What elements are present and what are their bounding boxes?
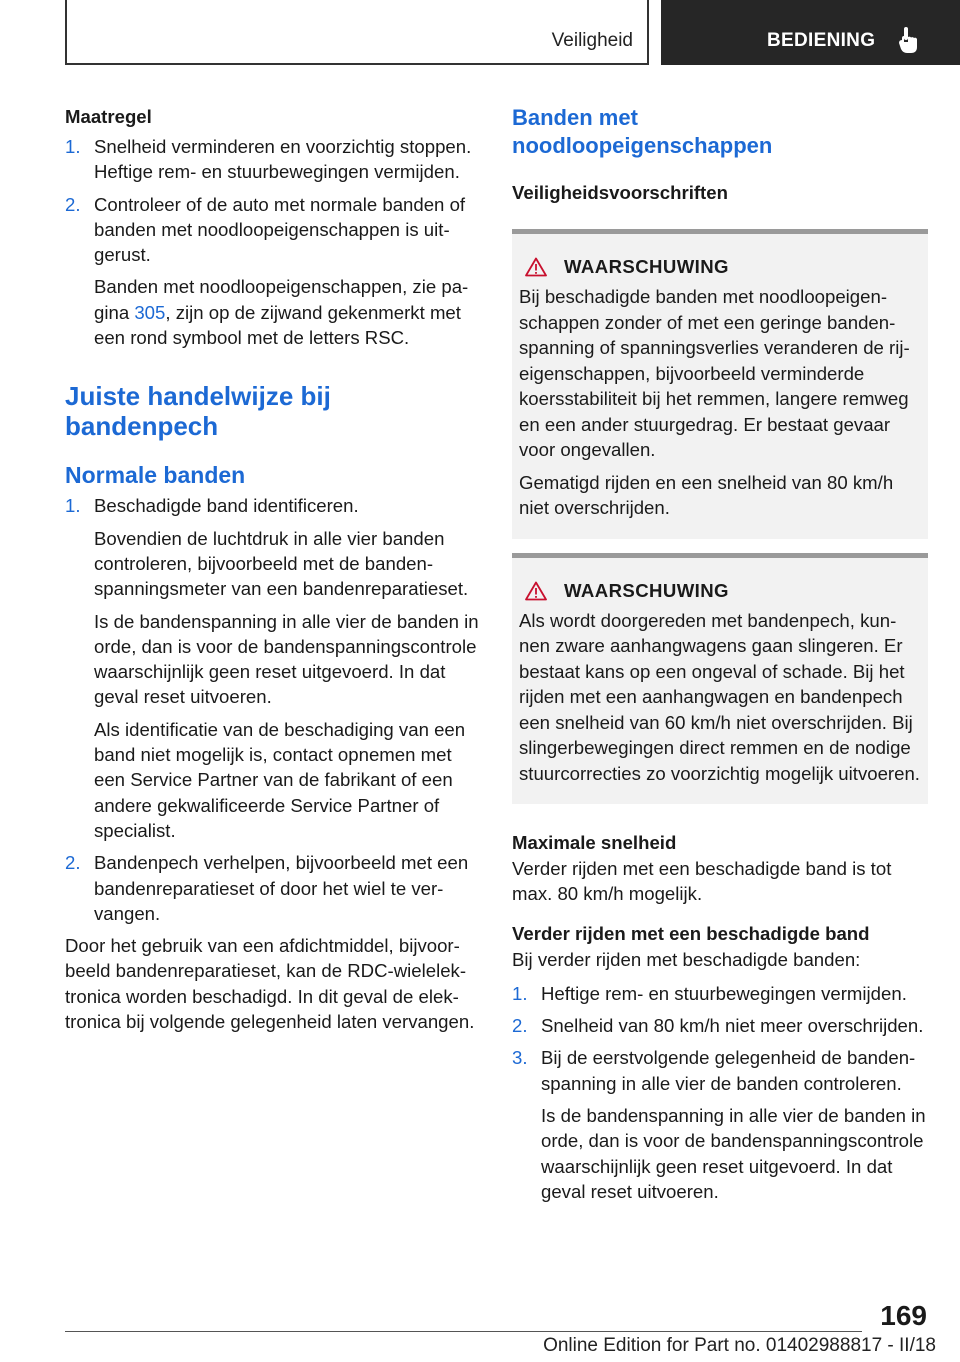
list-number: 1. (65, 136, 81, 157)
warning-header (519, 580, 921, 602)
list-paragraph: Bij de eerstvolgende gelegenheid de bandenspanning in alle vier de banden controleren. (541, 1047, 916, 1094)
list-item (512, 1045, 928, 1204)
closing-paragraph: Door het gebruik van een afdichtmiddel, bijvoorbeeld bandenreparatieset, kan de RDC-wielelektronica worden beschadigd. In dit geval de elektronica bij volgende gelegenheid laten vervangen. (65, 935, 475, 1033)
list-item-body (541, 1013, 928, 1038)
further-title: Verder rijden met een beschadigde band (512, 922, 870, 944)
list-number: 3. (512, 1047, 528, 1069)
list-number: 1. (65, 495, 81, 517)
list-item (65, 850, 483, 926)
list-paragraph: Snelheid van 80 km/h niet meer overschrijden. (541, 1015, 924, 1037)
list-item (65, 134, 483, 185)
list-number: 2. (65, 193, 81, 215)
list-item (512, 981, 928, 1006)
safety-title: Veiligheidsvoorschriften (512, 182, 728, 203)
footer-edition: Online Edition for Part no. 01402988817 - II/18 (543, 1335, 936, 1356)
maatregel-list (65, 134, 483, 267)
page-link-305[interactable]: 305 (134, 301, 166, 323)
runflat-heading: Banden met noodloopeigenschappen (512, 105, 773, 158)
rsc-text: Banden met noodloopeigenschappen, zie pagina (94, 276, 469, 323)
list-paragraph: Bovendien de luchtdruk in alle vier banden controleren, bijvoorbeeld met de bandenspanningsmeter van een bandenreparatieset. (94, 527, 469, 600)
list-paragraph: Is de bandenspanning in alle vier de banden in orde, dan is voor de bandenspanningscontrole waarschijnlijk geen reset uitgevoerd. In dat geval reset uitvoeren. (541, 1105, 926, 1202)
list-number: 2. (512, 1015, 528, 1037)
list-item (65, 493, 483, 843)
list-paragraph: Heftige rem- en stuurbewegingen vermijden. (541, 982, 907, 1004)
warning-text: Als wordt doorgereden met bandenpech, kunnen zware aanhangwagens gaan slingeren. Er bestaat kans op een ongeval of schade. Bij het rijden met een aanhangwagen en bandenpech een snelheid van 60 km/h niet overschrijden. Bij slingerbewegingen direct remmen en de nodige stuurcorrecties zo voorzichtig mogelijk uitvoeren. (519, 609, 920, 784)
list-number: 2. (65, 852, 81, 874)
list-item (512, 1013, 928, 1038)
right-column (512, 104, 928, 1211)
list-paragraph: Beschadigde band identificeren. (94, 495, 359, 517)
warning-title: WAARSCHUWING (564, 256, 729, 277)
max-speed-text: Verder rijden met een beschadigde band is tot max. 80 km/h mogelijk. (512, 858, 892, 905)
warning-triangle-icon (525, 257, 547, 277)
normal-tires-heading: Normale banden (65, 462, 246, 489)
list-paragraph: Bandenpech verhelpen, bijvoorbeeld met een bandenreparatieset of door het wiel te vervangen. (94, 852, 469, 924)
maatregel-title: Maatregel (65, 106, 152, 127)
rsc-note (65, 274, 483, 350)
further-intro: Bij verder rijden met beschadigde banden: (512, 948, 861, 970)
list-paragraph: Is de bandenspanning in alle vier de banden in orde, dan is voor de bandenspanningscontrole waarschijnlijk geen reset uitgevoerd. In dat geval reset uitvoeren. (94, 610, 479, 708)
warning-text: Bij beschadigde banden met noodloopeigenschappen zonder of met een geringe bandenspanning of spanningsverlies veranderen de rijeigenschappen, bijvoorbeeld verminderde koersstabiliteit bij het remmen, langere remweg en een ander stuurgedrag. Er bestaat gevaar voor ongevallen. (519, 286, 910, 460)
normal-tires-list (65, 493, 483, 926)
warning-triangle-icon (525, 581, 547, 601)
warning-header (519, 256, 921, 278)
warning-box (512, 229, 928, 539)
list-item-body (94, 134, 483, 185)
list-item-body (541, 1045, 928, 1204)
main-heading: Juiste handelwijze bij bandenpech (65, 381, 331, 442)
hand-pointer-icon (898, 26, 920, 54)
list-item-body (94, 192, 483, 268)
page-number: 169 (880, 1300, 927, 1331)
list-paragraph: Als identificatie van de beschadiging van een band niet mogelijk is, contact opnemen met een Service Partner van de fabrikant of een andere gekwalificeerde Service Partner of specialist. (94, 718, 466, 841)
further-list (512, 981, 928, 1204)
chapter-tab-label: BEDIENING (767, 30, 876, 51)
list-item-body (94, 493, 483, 843)
chapter-tab[interactable] (661, 0, 960, 65)
max-speed-title: Maximale snelheid (512, 832, 677, 853)
list-item (65, 192, 483, 268)
list-item-body (94, 850, 483, 926)
header-section-box (65, 0, 649, 65)
left-column (65, 104, 483, 1041)
warnings (512, 229, 928, 804)
list-item-body (541, 981, 928, 1006)
rsc-text-after: , zijn op de zijwand gekenmerkt met een rond symbool met de letters RSC. (94, 301, 461, 349)
section-title: Veiligheid (551, 30, 633, 51)
warning-text: Gematigd rijden en een snelheid van 80 km/h niet overschrijden. (519, 471, 894, 518)
list-number: 1. (512, 982, 528, 1004)
warning-box (512, 553, 928, 805)
list-paragraph: Snelheid verminderen en voorzichtig stoppen. Heftige rem- en stuurbewegingen vermijden. (94, 136, 472, 183)
footer-divider (65, 1331, 862, 1332)
warning-title: WAARSCHUWING (564, 579, 729, 601)
list-paragraph: Controleer of de auto met normale banden of banden met noodloopeigenschappen is uitgerust. (94, 193, 466, 266)
